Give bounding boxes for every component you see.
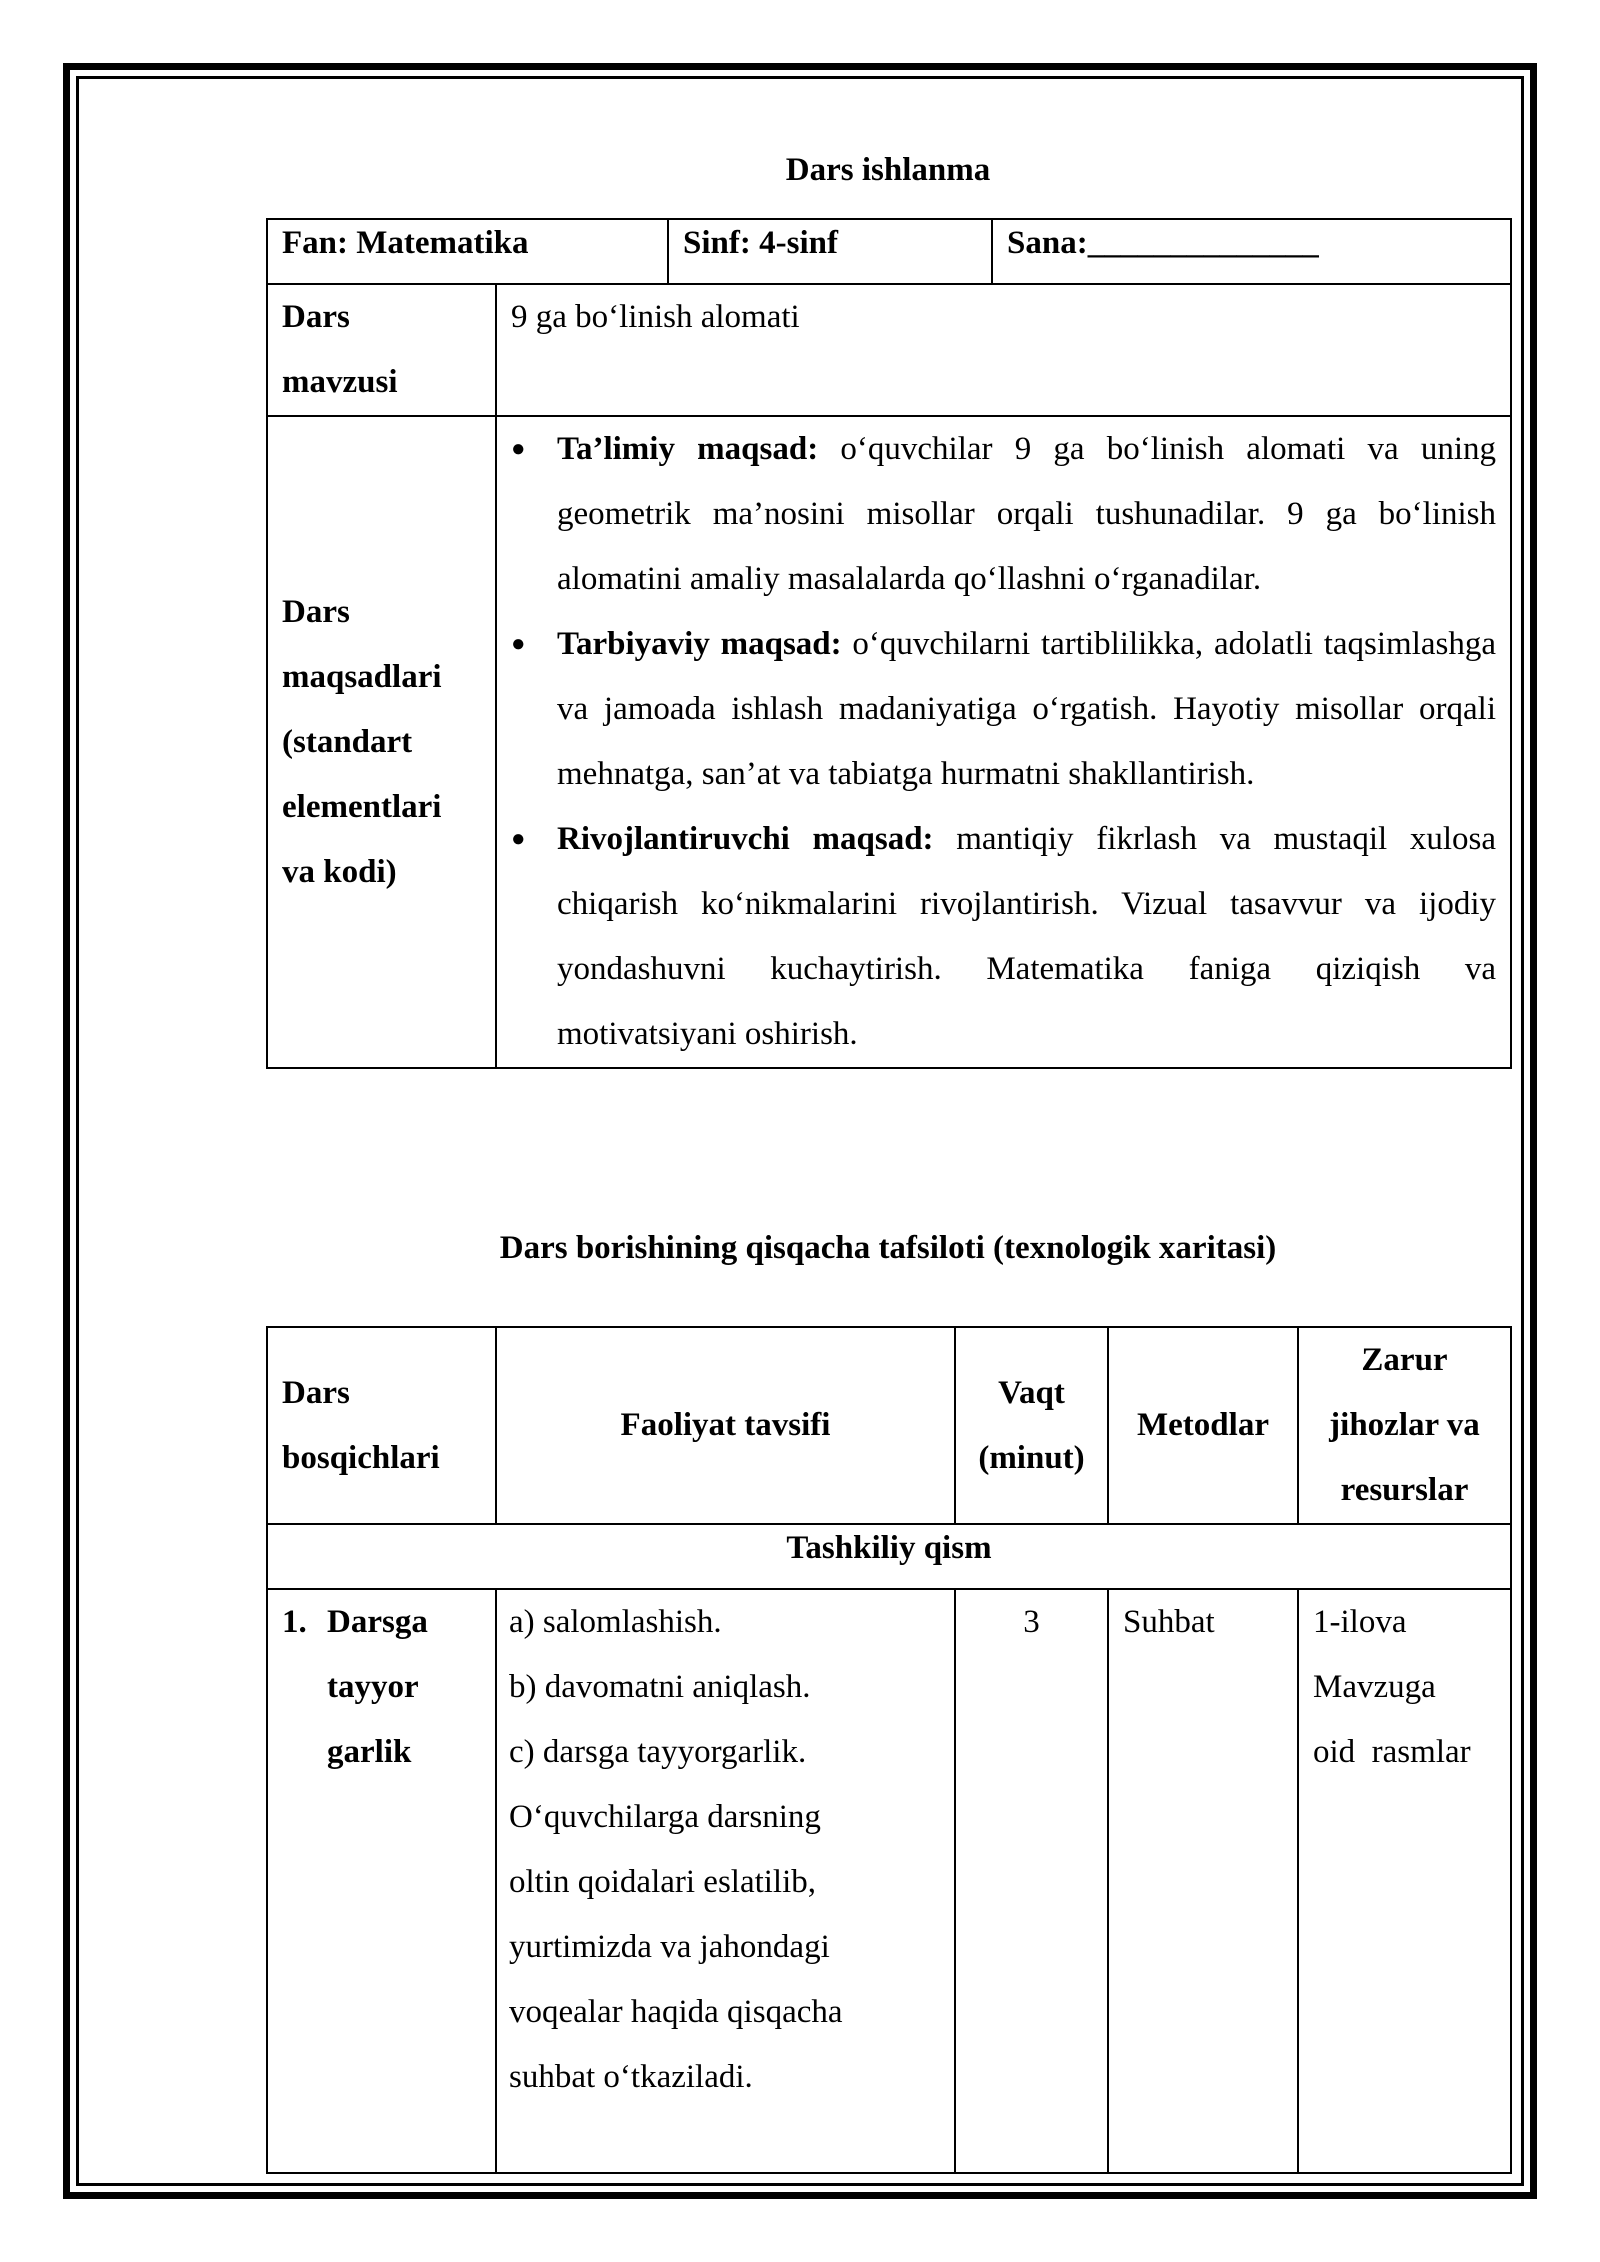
topic-row [267, 284, 1511, 416]
goals-label-line: (standart [282, 723, 413, 760]
topic-value: 9 ga bo‘linish alomati [496, 284, 1511, 416]
page-title: Dars ishlanma [785, 152, 991, 188]
goal-term: Rivojlantiruvchi maqsad: [557, 821, 934, 857]
activity-line: a) salomlashish. [509, 1604, 722, 1640]
header-line: bosqichlari [282, 1439, 440, 1476]
goal-educational [557, 417, 1496, 612]
activity-line: O‘quvchilarga darsning [509, 1799, 821, 1835]
goal-upbringing [557, 612, 1496, 807]
activity-line: voqealar haqida qisqacha [509, 1994, 843, 2030]
method-cell: Suhbat [1108, 1589, 1298, 2173]
activity-cell [496, 1589, 955, 2173]
goals-list [511, 417, 1496, 1067]
map-header-row [267, 1327, 1511, 1524]
goal-term: Ta’limiy maqsad: [557, 431, 819, 467]
activity-line: oltin qoidalari eslatilib, [509, 1864, 817, 1900]
subject-cell: Fan: Matematika [267, 219, 668, 284]
goals-label-line: va kodi) [282, 853, 397, 890]
part-title-row [267, 1524, 1511, 1589]
table-row [267, 1589, 1511, 2173]
header-line: jihozlar va [1329, 1407, 1480, 1443]
activity-line: yurtimizda va jahondagi [509, 1929, 830, 1965]
part-title: Tashkiliy qism [267, 1524, 1511, 1589]
header-line: resurslar [1340, 1472, 1469, 1508]
resource-line: Mavzuga [1313, 1669, 1436, 1705]
time-cell: 3 [955, 1589, 1108, 2173]
header-row [267, 219, 1511, 284]
header-line: Zarur [1361, 1342, 1448, 1378]
goals-row [267, 416, 1511, 1068]
stage-cell [267, 1589, 496, 2173]
goal-term: Tarbiyaviy maqsad: [557, 626, 842, 662]
header-line: Dars [282, 1374, 350, 1411]
goal-developmental [557, 807, 1496, 1067]
goal-text: o‘quvchilar 9 ga bo‘linish alomati va uning geometrik ma’nosini misollar orqali tushunadilar. 9 ga bo‘linish alomatini amaliy masalalarda qo‘llashni o‘rganadilar. [557, 431, 1497, 597]
stage-line: garlik [327, 1734, 412, 1770]
header-line: Vaqt [998, 1374, 1065, 1411]
date-cell: Sana:______________ [992, 219, 1511, 284]
header-line: (minut) [978, 1439, 1085, 1476]
activity-line: c) darsga tayyorgarlik. [509, 1734, 807, 1770]
goals-label-line: Dars [282, 593, 350, 630]
stage-number: 1. [282, 1604, 307, 1640]
header-resources [1298, 1327, 1511, 1524]
resource-line: 1-ilova [1313, 1604, 1407, 1640]
technology-map-table [266, 1326, 1512, 2174]
goals-label [267, 416, 496, 1068]
header-methods: Metodlar [1108, 1327, 1298, 1524]
goal-text: o‘quvchilarni tartiblilikka, adolatli taqsimlashga va jamoada ishlash madaniyatiga o‘rgatish. Hayotiy misollar orqali mehnatga, san’at va tabiatga hurmatni shakllantirish. [557, 626, 1497, 792]
section-title: Dars borishining qisqacha tafsiloti (texnologik xaritasi) [499, 1230, 1277, 1266]
activity-line: b) davomatni aniqlash. [509, 1669, 811, 1705]
topic-label-line: Dars [282, 299, 350, 335]
resource-line: oid rasmlar [1313, 1734, 1471, 1770]
goal-text: mantiqiy fikrlash va mustaqil xulosa chiqarish ko‘nikmalarini rivojlantirish. Vizual tasavvur va ijodiy yondashuvni kuchaytirish. Matematika faniga qiziqish va motivatsiyani oshirish. [557, 821, 1497, 1052]
grade-cell: Sinf: 4-sinf [668, 219, 992, 284]
goals-content [496, 416, 1511, 1068]
stage-name [327, 1590, 428, 1785]
header-stages [267, 1327, 496, 1524]
goals-label-line: elementlari [282, 788, 442, 825]
activity-line: suhbat o‘tkaziladi. [509, 2059, 753, 2095]
goals-label-line: maqsadlari [282, 658, 442, 695]
topic-label [267, 284, 496, 416]
lesson-info-table [266, 218, 1512, 1069]
topic-label-line: mavzusi [282, 364, 398, 400]
stage [282, 1590, 481, 1785]
resource-cell [1298, 1589, 1511, 2173]
header-time [955, 1327, 1108, 1524]
stage-line: Darsga [327, 1604, 428, 1640]
header-activity: Faoliyat tavsifi [496, 1327, 955, 1524]
stage-line: tayyor [327, 1669, 419, 1705]
